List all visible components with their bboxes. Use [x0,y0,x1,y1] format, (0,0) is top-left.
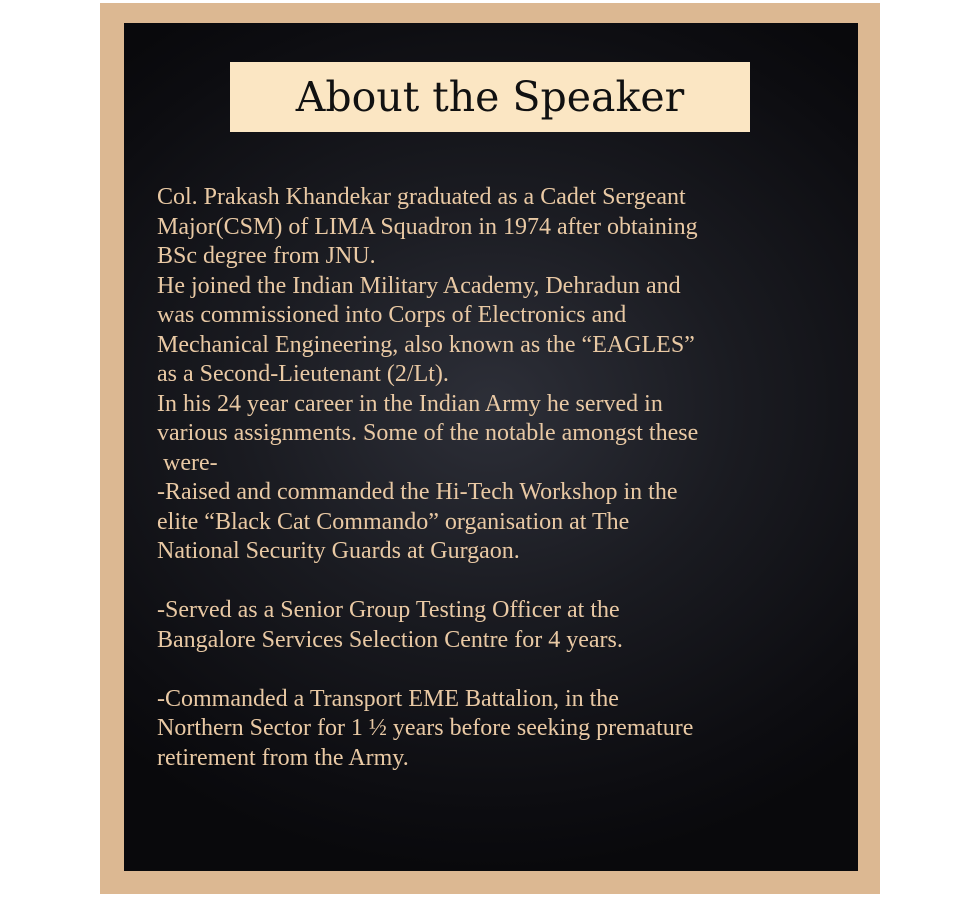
paragraph-gap [157,567,847,597]
chalkboard-panel [124,23,858,871]
bio-line: Major(CSM) of LIMA Squadron in 1974 after obtaining [157,213,698,240]
bio-line: BSc degree from JNU. [157,243,376,269]
bio-line: -Raised and commanded the Hi-Tech Workshop in the [157,479,678,505]
page-title: About the Speaker [295,73,685,121]
bio-line: He joined the Indian Military Academy, Dehradun and [157,272,681,299]
bio-line: elite “Black Cat Commando” organisation at The [157,508,630,535]
bio-line: various assignments. Some of the notable amongst these [157,420,699,446]
battalion-line: retirement from the Army. [157,744,409,771]
ssb-line: -Served as a Senior Group Testing Officer at the [157,597,620,623]
bio-line: were- [157,449,218,476]
ssb-line: Bangalore Services Selection Centre for 4 years. [157,626,623,653]
poster-frame [100,3,880,894]
bio-line: In his 24 year career in the Indian Army he served in [157,390,663,417]
bio-line: Mechanical Engineering, also known as the “EAGLES” [157,331,695,358]
paragraph-gap [157,655,847,685]
bio-line: as a Second-Lieutenant (2/Lt). [157,361,449,387]
bio-line: Col. Prakash Khandekar graduated as a Cadet Sergeant [157,184,686,210]
bio-line: National Security Guards at Gurgaon. [157,538,520,564]
battalion-line: Northern Sector for 1 ½ years before seeking premature [157,715,694,741]
title-banner [230,62,750,132]
bio-line: was commissioned into Corps of Electronics and [157,302,627,328]
speaker-bio [157,183,847,773]
battalion-line: -Commanded a Transport EME Battalion, in the [157,685,619,712]
